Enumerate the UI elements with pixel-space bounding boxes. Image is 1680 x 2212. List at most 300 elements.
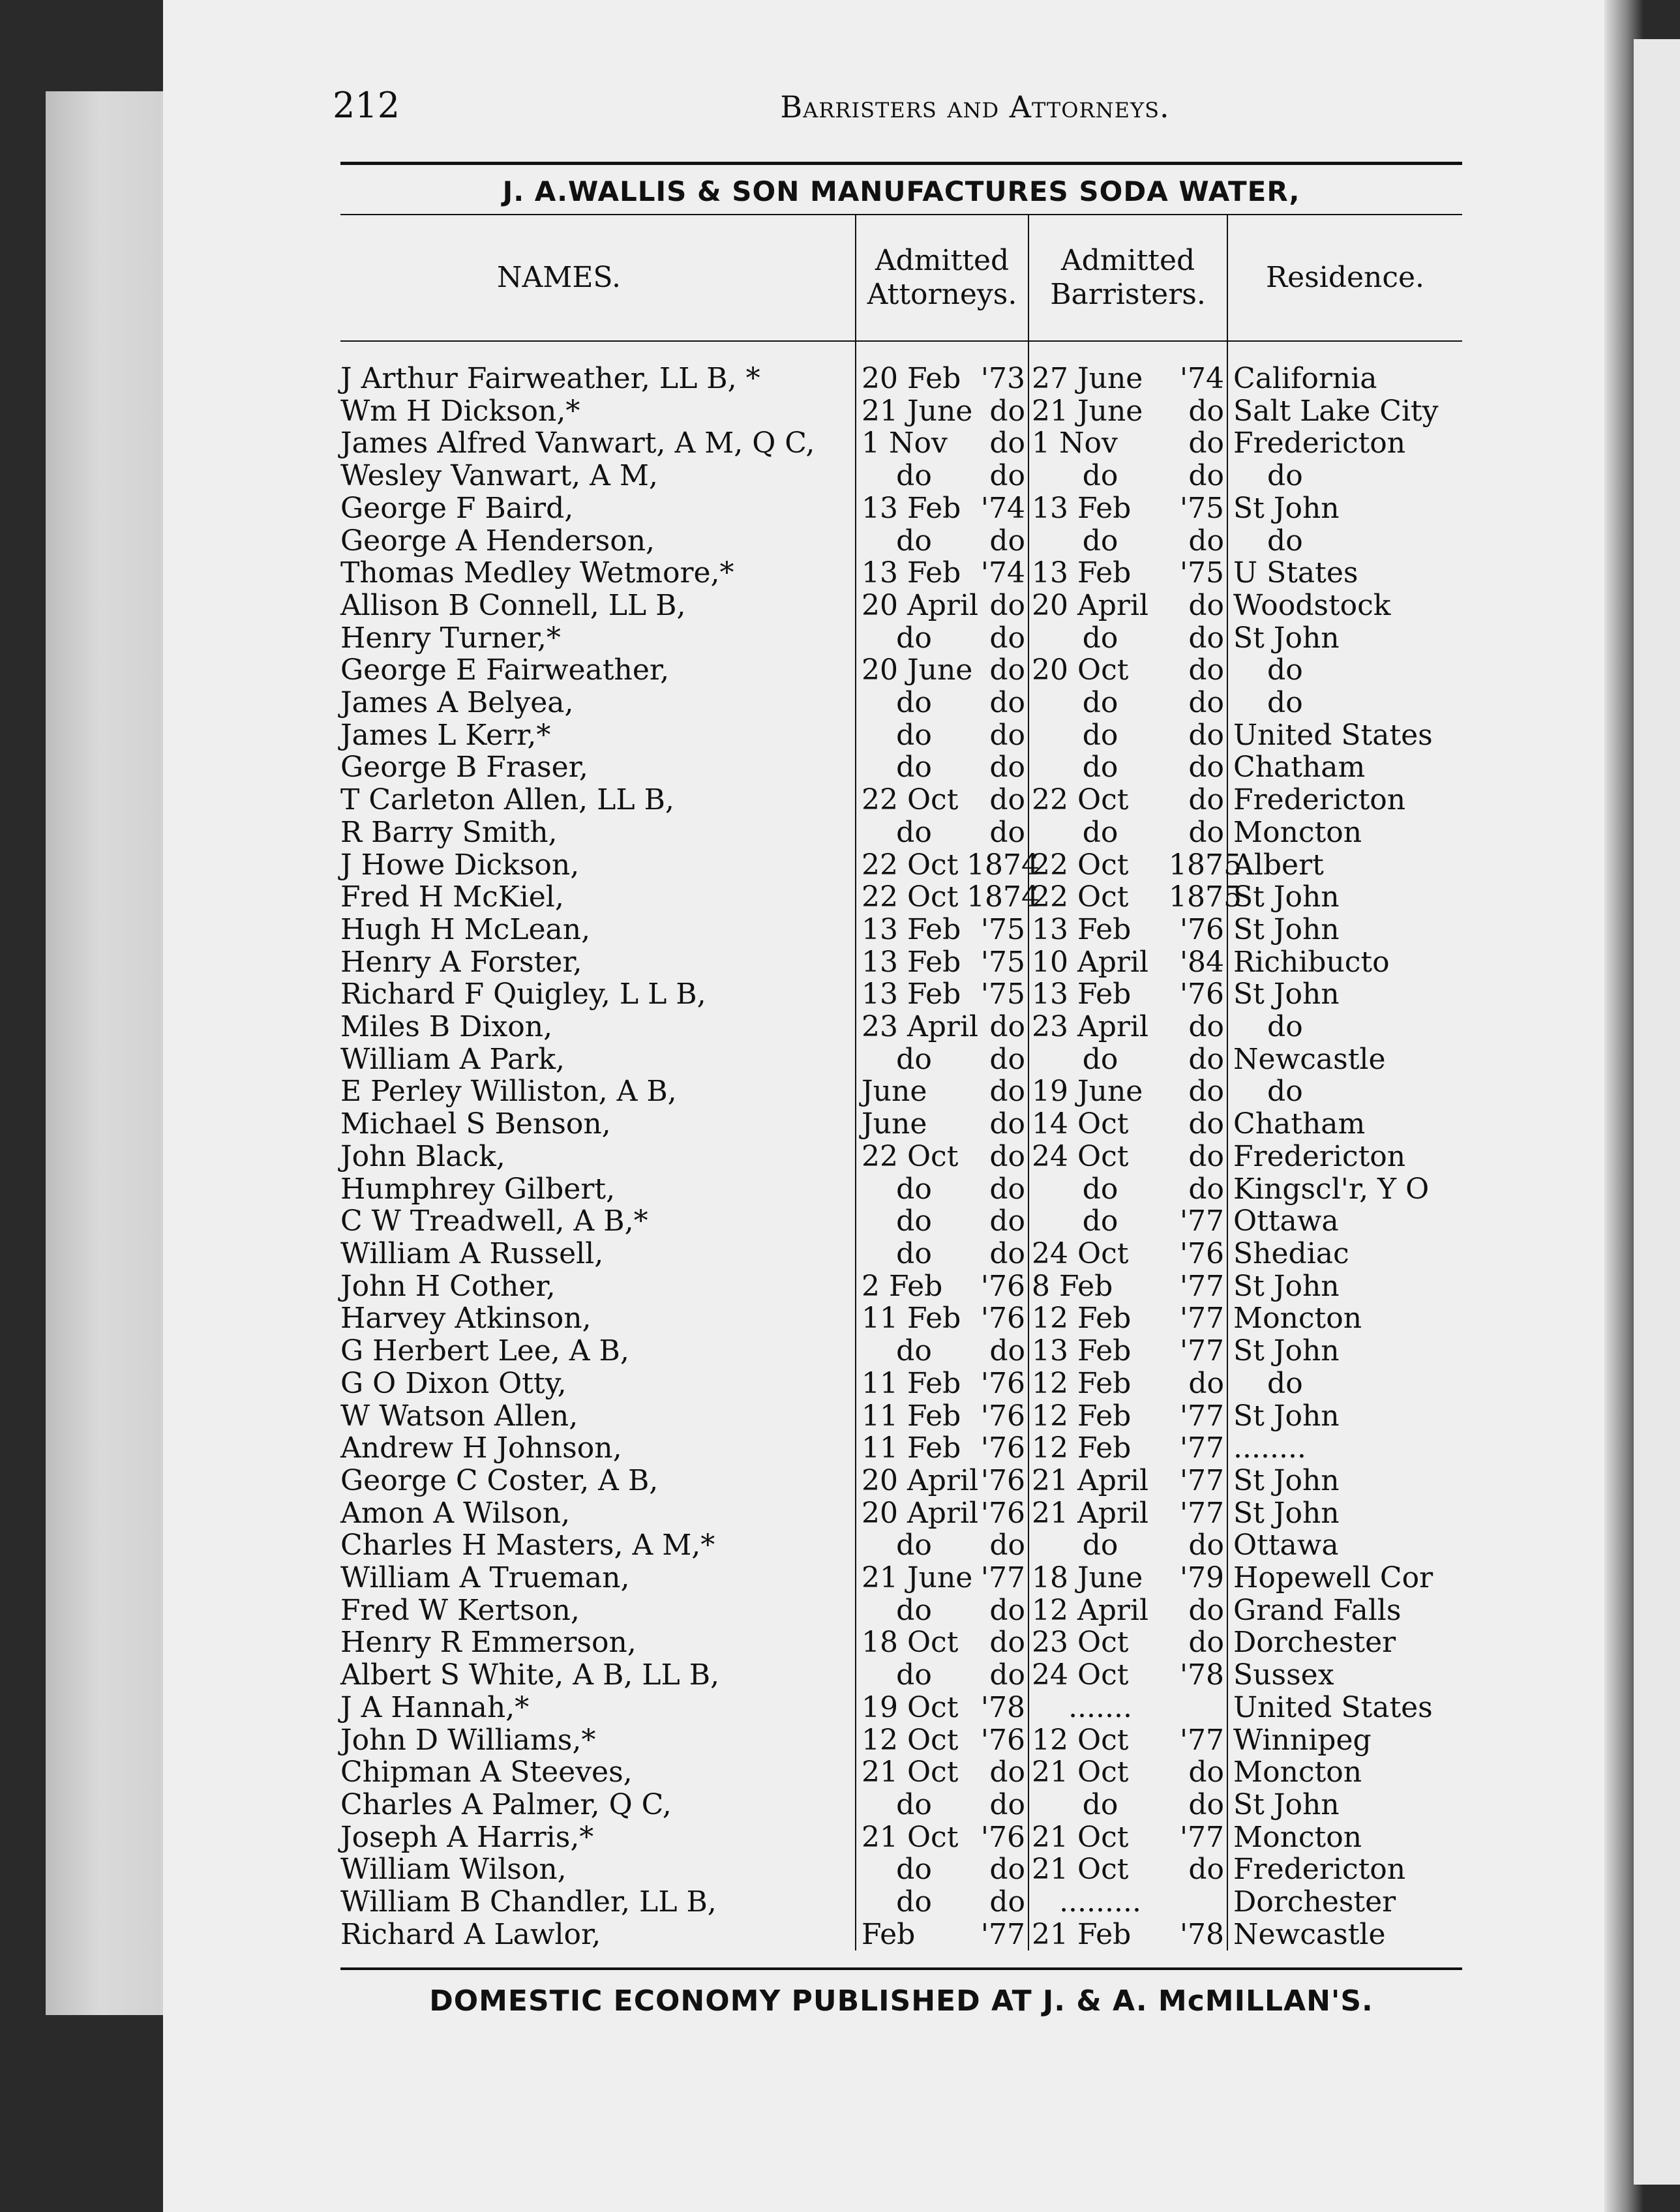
table-row [340, 946, 1462, 979]
bottom-advertisement: DOMESTIC ECONOMY PUBLISHED AT J. & A. McMILLAN'S. [429, 1984, 1373, 2018]
table-row [340, 1659, 1462, 1692]
person-name: Miles B Dixon, [340, 1010, 553, 1044]
person-name: William A Park, [340, 1042, 565, 1076]
attorney-year: '76 [980, 1496, 1026, 1530]
barrister-date: do [1028, 1529, 1169, 1562]
attorney-year: '75 [980, 978, 1026, 1011]
attorney-date: do [856, 816, 967, 849]
residence: Chatham [1227, 751, 1462, 784]
barrister-date: 13 Feb [1028, 1335, 1169, 1368]
person-name: Wesley Vanwart, A M, [340, 459, 658, 493]
attorney-year: do [989, 394, 1026, 428]
header-rule [340, 162, 1462, 165]
barrister-year: '78 [1179, 1658, 1225, 1692]
residence: St John [1227, 978, 1462, 1011]
person-name: John H Cother, [340, 1269, 556, 1303]
person-name: C W Treadwell, A B,* [340, 1204, 648, 1238]
table-row [340, 687, 1462, 719]
barrister-year: do [1188, 588, 1225, 622]
barrister-year: do [1188, 815, 1225, 849]
table-row [340, 1497, 1462, 1530]
table-row [340, 1886, 1462, 1919]
table-row [340, 816, 1462, 849]
attorney-year: '77 [980, 1917, 1026, 1951]
person-name: George B Fraser, [340, 751, 588, 785]
person-name: Charles H Masters, A M,* [340, 1529, 715, 1562]
header-barristers-line1: Admitted [1060, 244, 1195, 277]
attorney-year: '76 [980, 1269, 1026, 1303]
residence: do [1227, 1011, 1462, 1043]
barrister-year: do [1188, 686, 1225, 720]
residence: U States [1227, 557, 1462, 590]
attorney-date: 11 Feb [856, 1368, 967, 1400]
table-row [340, 1529, 1462, 1562]
barrister-year: do [1188, 1010, 1225, 1044]
barrister-date: 12 Feb [1028, 1302, 1169, 1335]
person-name: Henry Turner,* [340, 621, 561, 655]
barrister-date: do [1028, 719, 1169, 752]
table-row [340, 1594, 1462, 1627]
table-row [340, 719, 1462, 752]
person-name: Chipman A Steeves, [340, 1756, 633, 1789]
residence: Hopewell Cor [1227, 1562, 1462, 1594]
barrister-year: '84 [1179, 945, 1225, 979]
barrister-date: do [1028, 1173, 1169, 1206]
attorney-year: '77 [980, 1561, 1026, 1595]
attorney-year: do [989, 1885, 1026, 1919]
person-name: Thomas Medley Wetmore,* [340, 556, 734, 590]
person-name: G Herbert Lee, A B, [340, 1334, 629, 1368]
barrister-date: 12 Feb [1028, 1368, 1169, 1400]
table-row [340, 557, 1462, 590]
attorney-year: do [989, 426, 1026, 460]
barrister-year: '74 [1179, 362, 1225, 395]
barrister-date: 22 Oct [1028, 849, 1169, 882]
person-name: Humphrey Gilbert, [340, 1172, 616, 1206]
barrister-date: 20 Oct [1028, 654, 1169, 687]
person-name: Michael S Benson, [340, 1107, 611, 1141]
person-name: George E Fairweather, [340, 653, 670, 687]
attorney-year: '74 [980, 556, 1026, 590]
residence: Dorchester [1227, 1626, 1462, 1659]
attorney-year: do [989, 1658, 1026, 1692]
barrister-year: do [1188, 751, 1225, 785]
person-name: Andrew H Johnson, [340, 1431, 622, 1465]
barrister-year: do [1188, 783, 1225, 817]
attorney-year: do [989, 783, 1026, 817]
barrister-year: do [1188, 1853, 1225, 1887]
barrister-year: do [1188, 1075, 1225, 1109]
attorney-year: '75 [980, 945, 1026, 979]
residence: Newcastle [1227, 1919, 1462, 1951]
table-row [340, 622, 1462, 655]
barrister-year: do [1188, 621, 1225, 655]
person-name: J A Hannah,* [340, 1690, 530, 1724]
table-row [340, 1238, 1462, 1270]
table-row [340, 849, 1462, 882]
page-number: 212 [333, 85, 400, 126]
attorney-date: do [856, 1659, 967, 1692]
table-row [340, 1756, 1462, 1789]
table-row [340, 427, 1462, 460]
attorney-year: do [989, 1107, 1026, 1141]
barrister-year: do [1188, 1172, 1225, 1206]
attorney-date: do [856, 1853, 967, 1886]
attorney-year: do [989, 524, 1026, 558]
table-row [340, 1919, 1462, 1951]
barrister-year [1169, 1692, 1227, 1724]
barrister-year: '77 [1179, 1302, 1225, 1336]
attorney-year: do [989, 686, 1026, 720]
barrister-year: do [1188, 459, 1225, 493]
table-row [340, 784, 1462, 816]
table-row [340, 1821, 1462, 1854]
attorney-date: do [856, 719, 967, 752]
attorney-year: do [989, 459, 1026, 493]
residence: St John [1227, 1789, 1462, 1821]
table-row [340, 881, 1462, 914]
attorney-date: 21 Oct [856, 1821, 967, 1854]
barrister-date: 24 Oct [1028, 1659, 1169, 1692]
table-row [340, 1205, 1462, 1238]
residence: Sussex [1227, 1659, 1462, 1692]
attorney-date: 11 Feb [856, 1302, 967, 1335]
attorney-year: do [989, 1626, 1026, 1660]
attorney-date: do [856, 1238, 967, 1270]
barrister-year: 1875 [1169, 880, 1242, 914]
barrister-year [1169, 1886, 1227, 1919]
residence: do [1227, 1075, 1462, 1108]
barrister-year: do [1188, 718, 1225, 752]
barrister-year: '75 [1179, 491, 1225, 525]
person-name: William B Chandler, LL B, [340, 1885, 717, 1919]
residence: Moncton [1227, 1302, 1462, 1335]
barrister-year: do [1188, 1787, 1225, 1821]
attorney-date: 21 Oct [856, 1756, 967, 1789]
attorney-date: do [856, 1886, 967, 1919]
table-row [340, 460, 1462, 492]
person-name: John D Williams,* [340, 1723, 596, 1757]
residence: St John [1227, 914, 1462, 946]
residence: St John [1227, 622, 1462, 655]
attorney-year: '73 [980, 362, 1026, 395]
header-names: NAMES. [340, 215, 856, 341]
person-name: James A Belyea, [340, 686, 574, 720]
person-name: T Carleton Allen, LL B, [340, 783, 674, 817]
table-row [340, 1400, 1462, 1433]
residence: Fredericton [1227, 784, 1462, 816]
attorney-date: 20 June [856, 654, 967, 687]
barrister-year: do [1188, 1593, 1225, 1627]
barristers-table [340, 214, 1462, 1950]
attorney-year: '76 [980, 1820, 1026, 1854]
attorney-date: 22 Oct [856, 849, 967, 882]
barrister-date: 24 Oct [1028, 1141, 1169, 1173]
attorney-year: do [989, 653, 1026, 687]
person-name: Henry R Emmerson, [340, 1626, 637, 1660]
person-name: William A Trueman, [340, 1561, 630, 1595]
attorney-year: do [989, 718, 1026, 752]
barrister-year: '77 [1179, 1334, 1225, 1368]
attorney-year: do [989, 1787, 1026, 1821]
person-name: James L Kerr,* [340, 718, 551, 752]
attorney-date: do [856, 1529, 967, 1562]
barrister-date: 23 April [1028, 1011, 1169, 1043]
residence: Salt Lake City [1227, 395, 1462, 428]
attorney-date: do [856, 1594, 967, 1627]
attorney-date: do [856, 751, 967, 784]
header-attorneys-line1: Admitted [875, 244, 1010, 277]
table-row [340, 1789, 1462, 1821]
table-header-row [340, 215, 1462, 341]
person-name: Hugh H McLean, [340, 912, 591, 946]
attorney-date: 23 April [856, 1011, 967, 1043]
barrister-year: '76 [1179, 912, 1225, 946]
barrister-year: '76 [1179, 1236, 1225, 1270]
residence: St John [1227, 881, 1462, 914]
table-row [340, 1173, 1462, 1206]
header-attorneys-line2: Attorneys. [867, 278, 1017, 311]
barrister-date: do [1028, 622, 1169, 655]
residence: Albert [1227, 849, 1462, 882]
attorney-year: '76 [980, 1463, 1026, 1497]
barrister-date: 13 Feb [1028, 557, 1169, 590]
attorney-year: '76 [980, 1723, 1026, 1757]
residence: Moncton [1227, 816, 1462, 849]
table-row [340, 654, 1462, 687]
residence: Ottawa [1227, 1205, 1462, 1238]
residence: United States [1227, 1692, 1462, 1724]
attorney-year: do [989, 1204, 1026, 1238]
table-row [340, 341, 1462, 395]
person-name: G O Dixon Otty, [340, 1366, 567, 1400]
barrister-year: do [1188, 1107, 1225, 1141]
attorney-date: 20 April [856, 590, 967, 622]
attorney-year: do [989, 1075, 1026, 1109]
residence: Moncton [1227, 1821, 1462, 1854]
barrister-year: '77 [1179, 1723, 1225, 1757]
residence: St John [1227, 492, 1462, 525]
person-name: J Howe Dickson, [340, 848, 580, 882]
barrister-date: 14 Oct [1028, 1108, 1169, 1141]
attorney-year: do [989, 1010, 1026, 1044]
barrister-year: do [1188, 1626, 1225, 1660]
attorney-date: 22 Oct [856, 1141, 967, 1173]
residence: do [1227, 654, 1462, 687]
residence: St John [1227, 1270, 1462, 1303]
person-name: W Watson Allen, [340, 1399, 578, 1433]
person-name: E Perley Williston, A B, [340, 1075, 677, 1109]
barrister-year: '79 [1179, 1561, 1225, 1595]
barrister-date: 8 Feb [1028, 1270, 1169, 1303]
residence: Woodstock [1227, 590, 1462, 622]
attorney-year: do [989, 1042, 1026, 1076]
barrister-date: 24 Oct [1028, 1238, 1169, 1270]
attorney-date: 11 Feb [856, 1432, 967, 1465]
person-name: Joseph A Harris,* [340, 1820, 594, 1854]
attorney-date: do [856, 525, 967, 558]
person-name: George A Henderson, [340, 524, 655, 558]
person-name: William Wilson, [340, 1853, 567, 1887]
attorney-year: '76 [980, 1431, 1026, 1465]
facing-page-edge [1634, 39, 1680, 2185]
attorney-date: 13 Feb [856, 557, 967, 590]
residence: Kingscl'r, Y O [1227, 1173, 1462, 1206]
residence: do [1227, 1368, 1462, 1400]
barrister-date: 13 Feb [1028, 978, 1169, 1011]
table-row [340, 1335, 1462, 1368]
attorney-date: June [856, 1075, 967, 1108]
table-row [340, 751, 1462, 784]
residence: Grand Falls [1227, 1594, 1462, 1627]
residence: St John [1227, 1400, 1462, 1433]
table-row [340, 1724, 1462, 1757]
table-row [340, 1141, 1462, 1173]
barrister-date: do [1028, 525, 1169, 558]
residence: St John [1227, 1497, 1462, 1530]
attorney-date: 13 Feb [856, 978, 967, 1011]
barrister-date: 21 Oct [1028, 1821, 1169, 1854]
attorney-date: do [856, 1789, 967, 1821]
person-name: Wm H Dickson,* [340, 394, 580, 428]
barrister-date: do [1028, 751, 1169, 784]
attorney-date: 20 Feb [856, 341, 967, 395]
attorney-date: June [856, 1108, 967, 1141]
barrister-year: '75 [1179, 556, 1225, 590]
residence: do [1227, 687, 1462, 719]
barrister-date: 23 Oct [1028, 1626, 1169, 1659]
residence: United States [1227, 719, 1462, 752]
barrister-year: do [1188, 1139, 1225, 1173]
attorney-date: do [856, 622, 967, 655]
person-name: William A Russell, [340, 1236, 604, 1270]
barrister-year: do [1188, 426, 1225, 460]
attorney-date: 22 Oct [856, 881, 967, 914]
barrister-date: ......... [1028, 1886, 1169, 1919]
attorney-year: do [989, 621, 1026, 655]
person-name: R Barry Smith, [340, 815, 558, 849]
attorney-date: do [856, 1335, 967, 1368]
attorney-date: Feb [856, 1919, 967, 1951]
attorney-year: do [989, 588, 1026, 622]
residence: ........ [1227, 1432, 1462, 1465]
barrister-date: 19 June [1028, 1075, 1169, 1108]
attorney-date: 13 Feb [856, 492, 967, 525]
barrister-date: 27 June [1028, 341, 1169, 395]
table-row [340, 914, 1462, 946]
barrister-date: 18 June [1028, 1562, 1169, 1594]
residence: Winnipeg [1227, 1724, 1462, 1757]
table-row [340, 1853, 1462, 1886]
attorney-date: 20 April [856, 1497, 967, 1530]
attorney-year: do [989, 815, 1026, 849]
person-name: Amon A Wilson, [340, 1496, 571, 1530]
barrister-date: 21 Feb [1028, 1919, 1169, 1951]
barrister-year: do [1188, 1756, 1225, 1789]
barrister-date: 20 April [1028, 590, 1169, 622]
barrister-date: ....... [1028, 1692, 1169, 1724]
barrister-year: '77 [1179, 1496, 1225, 1530]
attorney-year: do [989, 1529, 1026, 1562]
attorney-year: 1874 [967, 848, 1040, 882]
barrister-date: 12 April [1028, 1594, 1169, 1627]
residence: Fredericton [1227, 1853, 1462, 1886]
barrister-date: 21 June [1028, 395, 1169, 428]
barrister-date: 21 Oct [1028, 1853, 1169, 1886]
barrister-year: do [1188, 394, 1225, 428]
person-name: George F Baird, [340, 491, 574, 525]
table-row [340, 590, 1462, 622]
attorney-date: 21 June [856, 395, 967, 428]
residence: do [1227, 525, 1462, 558]
table-row [340, 1562, 1462, 1594]
table-body [340, 341, 1462, 1950]
barrister-date: 21 April [1028, 1465, 1169, 1497]
barrister-year: '78 [1179, 1917, 1225, 1951]
table-row [340, 1302, 1462, 1335]
attorney-date: 11 Feb [856, 1400, 967, 1433]
attorney-year: do [989, 1139, 1026, 1173]
person-name: Henry A Forster, [340, 945, 582, 979]
table-row [340, 1432, 1462, 1465]
attorney-date: 2 Feb [856, 1270, 967, 1303]
residence: Fredericton [1227, 427, 1462, 460]
attorney-year: do [989, 1334, 1026, 1368]
header-barristers [1028, 215, 1227, 341]
residence: St John [1227, 1465, 1462, 1497]
residence: do [1227, 460, 1462, 492]
attorney-year: '76 [980, 1399, 1026, 1433]
barrister-year: '76 [1179, 978, 1225, 1011]
attorney-date: 19 Oct [856, 1692, 967, 1724]
person-name: Fred H McKiel, [340, 880, 564, 914]
attorney-year: do [989, 1853, 1026, 1887]
residence: Ottawa [1227, 1529, 1462, 1562]
barrister-date: 13 Feb [1028, 492, 1169, 525]
attorney-year: 1874 [967, 880, 1040, 914]
table-row [340, 1075, 1462, 1108]
barrister-date: 12 Feb [1028, 1432, 1169, 1465]
attorney-date: 20 April [856, 1465, 967, 1497]
person-name: Richard F Quigley, L L B, [340, 978, 706, 1011]
header-attorneys [856, 215, 1028, 341]
residence: Newcastle [1227, 1043, 1462, 1076]
table-row [340, 395, 1462, 428]
barrister-year: do [1188, 1529, 1225, 1562]
attorney-date: 21 June [856, 1562, 967, 1594]
table-row [340, 525, 1462, 558]
barrister-date: 22 Oct [1028, 881, 1169, 914]
attorney-year: '78 [980, 1690, 1026, 1724]
attorney-date: do [856, 460, 967, 492]
barrister-date: do [1028, 1043, 1169, 1076]
table-row [340, 1043, 1462, 1076]
barrister-date: do [1028, 460, 1169, 492]
table-row [340, 1626, 1462, 1659]
barrister-year: 1875 [1169, 848, 1242, 882]
person-name: Harvey Atkinson, [340, 1302, 592, 1336]
barrister-year: '77 [1179, 1269, 1225, 1303]
barrister-date: 12 Feb [1028, 1400, 1169, 1433]
barrister-date: do [1028, 1789, 1169, 1821]
residence: Dorchester [1227, 1886, 1462, 1919]
barrister-year: do [1188, 1042, 1225, 1076]
residence: St John [1227, 1335, 1462, 1368]
attorney-year: do [989, 751, 1026, 785]
barrister-date: 1 Nov [1028, 427, 1169, 460]
barrister-year: '77 [1179, 1820, 1225, 1854]
attorney-date: 12 Oct [856, 1724, 967, 1757]
